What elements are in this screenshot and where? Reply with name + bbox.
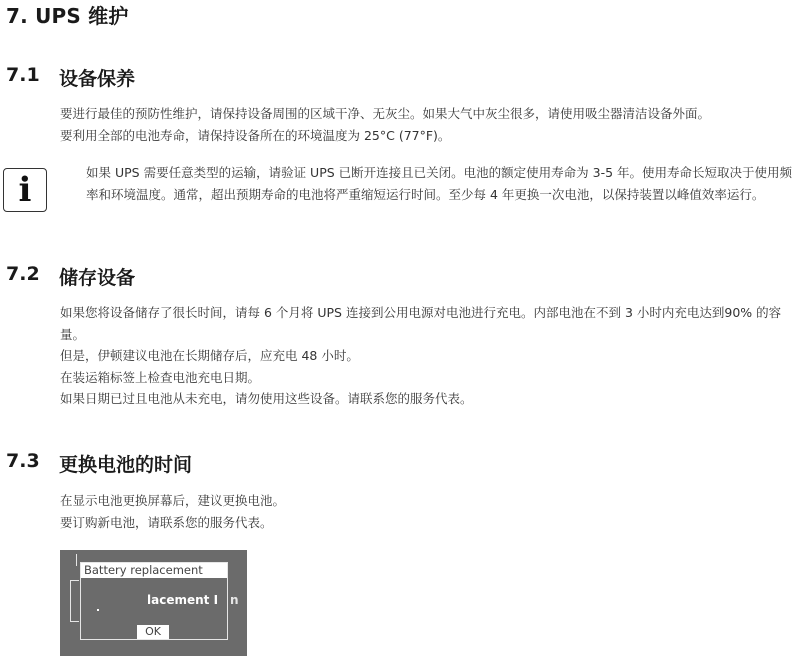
paragraph: 在装运箱标签上检查电池充电日期。 (60, 369, 261, 385)
dialog-dot (97, 609, 99, 611)
info-icon: i (3, 168, 47, 212)
section-body-7-2 (60, 302, 795, 410)
battery-replacement-dialog (80, 562, 228, 640)
section-number: 7.1 (6, 64, 40, 86)
section-title: 设备保养 (59, 68, 136, 90)
screen-text-fragment: n (230, 593, 239, 607)
ok-button[interactable]: OK (137, 625, 169, 639)
paragraph: 如果您将设备储存了很长时间，请每 6 个月将 UPS 连接到公用电源对电池进行充电。内部电池在不到 3 小时内充电达到90% 的容量。 (60, 305, 782, 342)
paragraph: 要进行最佳的预防性维护，请保持设备周围的区域干净、无灰尘。如果大气中灰尘很多，请使用吸尘器清洁设备外面。 (60, 106, 711, 121)
paragraph: 但是，伊顿建议电池在长期储存后，应充电 48 小时。 (60, 348, 359, 363)
chapter-title: 7. UPS 维护 (6, 4, 129, 28)
paragraph: 要订购新电池，请联系您的服务代表。 (60, 514, 273, 530)
section-title: 更换电池的时间 (59, 454, 193, 476)
screen-tick (76, 554, 77, 566)
section-number: 7.2 (6, 263, 40, 285)
paragraph: 如果日期已过且电池从未充电，请勿使用这些设备。请联系您的服务代表。 (60, 391, 473, 406)
section-number: 7.3 (6, 450, 40, 472)
section-body-7-3 (60, 490, 795, 533)
paragraph: 要利用全部的电池寿命，请保持设备所在的环境温度为 25°C (77°F)。 (60, 127, 451, 143)
paragraph: 在显示电池更换屏幕后，建议更换电池。 (60, 493, 286, 508)
battery-replacement-screen-image (60, 550, 247, 656)
note-text: 如果 UPS 需要任意类型的运输，请验证 UPS 已断开连接且已关闭。电池的额定使用寿命为 3-5 年。使用寿命长短取决于使用频率和环境温度。通常，超出预期寿命的电池将严重缩短运行时间。至少每 4 年更换一次电池，以保持装置以峰值效率运行。 (86, 165, 793, 202)
section-body-7-1 (60, 103, 795, 146)
section-title: 储存设备 (59, 267, 136, 289)
dialog-message: lacement I (147, 593, 219, 607)
screen-bracket (70, 580, 79, 622)
dialog-title: Battery replacement (81, 563, 227, 578)
